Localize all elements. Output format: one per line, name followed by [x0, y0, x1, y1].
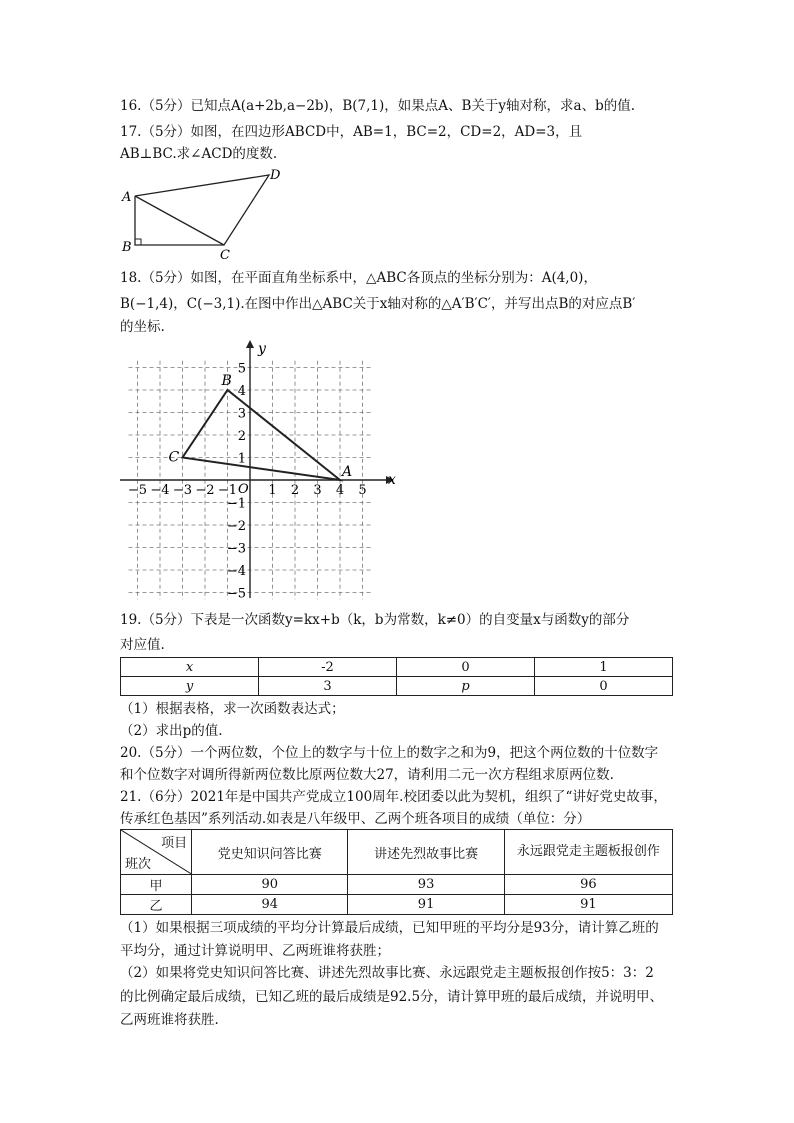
coordinate-plane: [118, 340, 408, 602]
q16-text: 16.（5分）已知点A(a+2b,a−2b)，B(7,1)，如果点A、B关于y轴对称，求a、b的值.: [120, 98, 636, 114]
q21-sub2-line3: 乙两班谁将获胜.: [120, 1012, 219, 1028]
q19-sub1: （1）根据表格，求一次函数表达式；: [120, 701, 345, 717]
x-tick-label: −3: [172, 483, 193, 498]
label-b: B: [122, 240, 132, 255]
score-table: [120, 829, 673, 915]
y-tick-label: 2: [237, 429, 246, 444]
label-d: D: [270, 168, 281, 183]
q18-line1: 18.（5分）如图，在平面直角坐标系中，△ABC各顶点的坐标分别为：A(4,0)，: [120, 270, 597, 286]
y-tick-label: 3: [237, 406, 246, 422]
q21-sub1-line2: 平均分，通过计算说明甲、乙两班谁将获胜；: [120, 943, 390, 959]
vertex-label: A: [342, 464, 353, 480]
q21-sub2-line1: （2）如果将党史知识问答比赛、讲述先烈故事比赛、永远跟党走主题板报创作按5：3：2: [120, 965, 654, 981]
score-cell: 94: [192, 895, 348, 915]
label-c: C: [220, 248, 230, 262]
table-row: [121, 875, 673, 895]
column-header: 党史知识问答比赛: [192, 830, 348, 875]
corner-bottom-label: 班次: [125, 857, 152, 872]
table-row: [121, 658, 673, 677]
q21-line2: 传承红色基因”系列活动.如表是八年级甲、乙两个班各项目的成绩（单位：分）: [120, 811, 591, 827]
score-cell: 93: [348, 875, 504, 895]
y-tick-label: −5: [226, 586, 246, 602]
table-cell: -2: [258, 658, 396, 677]
corner-top-label: 项目: [161, 836, 188, 851]
q20-line1: 20.（5分）一个两位数，个位上的数字与十位上的数字之和为9，把这个两位数的十位数字: [120, 745, 659, 761]
x-tick-label: −1: [217, 483, 238, 498]
q17-line1: 17.（5分）如图，在四边形ABCD中，AB=1，BC=2，CD=2，AD=3，且: [120, 124, 583, 140]
column-header: 永远跟党走主题板报创作: [504, 830, 672, 875]
class-cell: 甲: [121, 875, 192, 895]
table-cell: 1: [534, 658, 672, 677]
y-tick-label: −1: [226, 496, 246, 512]
y-axis-label: y: [258, 341, 266, 357]
vertex-label: C: [168, 449, 180, 466]
table-cell: p: [397, 677, 535, 696]
x-tick-label: −5: [127, 483, 148, 498]
vertex-labels: [169, 373, 353, 480]
table-cell: 0: [534, 677, 672, 696]
q18-line3: 的坐标.: [120, 319, 165, 335]
origin-label: O: [238, 482, 249, 497]
q19-sub2: （2）求出p的值.: [120, 723, 223, 739]
table-cell: 3: [258, 677, 396, 696]
quadrilateral-outline: [135, 175, 269, 245]
x-tick-label: 5: [358, 483, 367, 498]
score-cell: 96: [504, 875, 672, 895]
table-row: [121, 677, 673, 696]
table-header-row: [121, 830, 673, 875]
x-axis-label: x: [388, 472, 396, 488]
x-tick-label: 2: [290, 483, 300, 498]
diagonal-ac: [135, 196, 224, 245]
x-tick-label: −4: [150, 483, 170, 498]
x-tick-label: 1: [268, 483, 277, 498]
y-tick-label: 4: [237, 384, 246, 399]
q19-line1: 19.（5分）下表是一次函数y=kx+b（k，b为常数，k≠0）的自变量x与函数y的部分: [120, 612, 630, 628]
y-axis-arrow: [246, 340, 254, 348]
y-tick-label: 1: [237, 451, 246, 467]
q21-sub1-line1: （1）如果根据三项成绩的平均分计算最后成绩，已知甲班的平均分是93分，请计算乙班的: [120, 920, 659, 936]
y-tick-label: −4: [226, 564, 246, 579]
x-tick-label: −2: [195, 483, 215, 498]
right-angle-mark: [135, 239, 141, 245]
table-cell: 0: [397, 658, 535, 677]
score-cell: 91: [504, 895, 672, 915]
table-row: [121, 895, 673, 915]
value-table: [120, 657, 673, 696]
column-header: 讲述先烈故事比赛: [348, 830, 504, 875]
table-cell: x: [121, 658, 259, 677]
q19-line2: 对应值.: [120, 637, 165, 653]
y-tick-label: −3: [226, 541, 246, 557]
q20-line2: 和个位数字对调所得新两位数比原两位数大27，请利用二元一次方程组求原两位数.: [120, 767, 614, 783]
quadrilateral-figure: [118, 166, 288, 262]
class-cell: 乙: [121, 895, 192, 915]
y-tick-label: −2: [226, 519, 246, 534]
x-tick-label: 4: [335, 483, 345, 498]
x-tick-label: 3: [313, 483, 322, 498]
label-a: A: [122, 190, 132, 205]
vertex-label: B: [221, 373, 232, 389]
q17-line2: AB⊥BC.求∠ACD的度数.: [120, 146, 278, 162]
q21-sub2-line2: 的比例确定最后成绩，已知乙班的最后成绩是92.5分，请计算甲班的最后成绩，并说明甲、: [120, 989, 664, 1005]
y-tick-label: 5: [237, 361, 246, 377]
q18-line2: B(−1,4)，C(−3,1).在图中作出△ABC关于x轴对称的△A′B′C′，并写出点B的对应点B′: [120, 296, 636, 312]
q21-line1: 21.（6分）2021年是中国共产党成立100周年.校团委以此为契机，组织了“讲好党史故事，: [120, 789, 667, 805]
score-cell: 90: [192, 875, 348, 895]
score-cell: 91: [348, 895, 504, 915]
table-cell: y: [121, 677, 259, 696]
corner-cell: [121, 830, 192, 875]
